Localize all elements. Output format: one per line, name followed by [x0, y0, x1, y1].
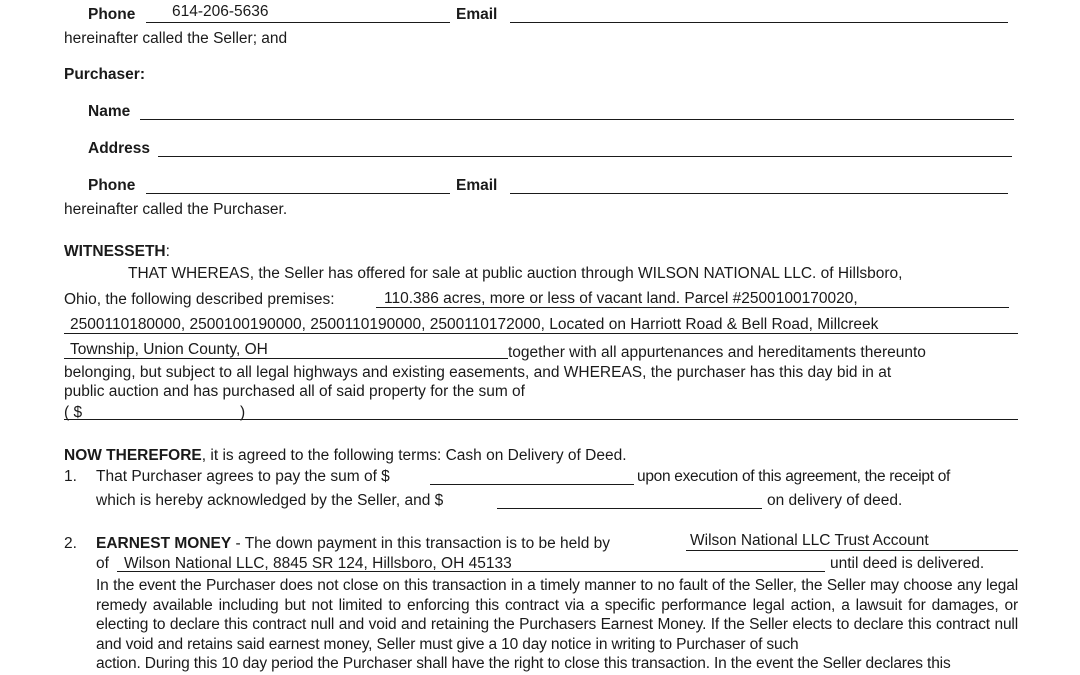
sum-close: )	[240, 404, 246, 421]
seller-email-label: Email	[456, 6, 498, 23]
witnesseth-colon: :	[165, 243, 170, 260]
witnesseth-heading-wrap	[64, 243, 170, 261]
purchaser-address-label: Address	[88, 140, 151, 157]
terms-heading-rest: , it is agreed to the following terms: Cash on Delivery of Deed.	[201, 447, 627, 464]
item2-number: 2.	[64, 535, 77, 552]
witnesseth-heading: WITNESSETH	[64, 243, 166, 260]
item1-amount1-line[interactable]	[430, 484, 634, 485]
witnesseth-line5: belonging, but subject to all legal highways and existing easements, and WHEREAS, the purchaser has this day bid in at	[64, 364, 892, 381]
seller-phone-field[interactable]: 614-206-5636	[172, 3, 269, 20]
item1-number: 1.	[64, 468, 77, 485]
purchaser-heading: Purchaser:	[64, 66, 145, 83]
purchaser-phone-label: Phone	[88, 177, 136, 194]
purchaser-name-line	[140, 119, 1014, 120]
premises-field-line1[interactable]: 110.386 acres, more or less of vacant land. Parcel #2500100170020,	[384, 290, 858, 307]
item1-line2-prefix: which is hereby acknowledged by the Seller, and $	[96, 492, 444, 509]
item2-holder-line	[686, 550, 1018, 551]
item1-line1-prefix: That Purchaser agrees to pay the sum of $	[96, 468, 390, 485]
item2-address-field[interactable]: Wilson National LLC, 8845 SR 124, Hillsboro, OH 45133	[124, 555, 512, 572]
purchaser-called-text: hereinafter called the Purchaser.	[64, 201, 288, 218]
purchaser-email-line	[510, 193, 1008, 194]
item2-until: until deed is delivered.	[830, 555, 985, 572]
item2-last-line: action. During this 10 day period the Purchaser shall have the right to close this transaction. In the event the Seller declares this	[96, 655, 951, 672]
item2-of: of	[96, 555, 109, 572]
purchaser-email-label: Email	[456, 177, 498, 194]
sum-line-rule[interactable]	[64, 419, 1018, 420]
witnesseth-line6: public auction and has purchased all of said property for the sum of	[64, 383, 525, 400]
seller-phone-line	[146, 22, 450, 23]
item2-line1: - The down payment in this transaction is to be held by	[231, 535, 611, 552]
purchaser-phone-line	[146, 193, 450, 194]
item1-line2-suffix: on delivery of deed.	[767, 492, 903, 509]
terms-heading-wrap	[64, 447, 627, 465]
seller-phone-label: Phone	[88, 6, 136, 23]
item2-holder-field[interactable]: Wilson National LLC Trust Account	[690, 532, 929, 549]
terms-heading: NOW THEREFORE	[64, 447, 202, 464]
item2-line1-wrap	[96, 535, 610, 553]
item1-amount2-line[interactable]	[497, 508, 762, 509]
purchaser-name-label: Name	[88, 103, 131, 120]
purchaser-address-line	[158, 156, 1012, 157]
witnesseth-line1: THAT WHEREAS, the Seller has offered for sale at public auction through WILSON NATIONAL LLC. of Hillsboro,	[128, 265, 903, 282]
seller-email-line	[510, 22, 1008, 23]
witnesseth-line2-prefix: Ohio, the following described premises:	[64, 291, 335, 308]
sum-open: ( $	[64, 404, 83, 421]
premises-field-line3[interactable]: Township, Union County, OH	[70, 341, 268, 358]
witnesseth-line4-suffix: together with all appurtenances and hereditaments thereunto	[508, 344, 926, 361]
item2-body: In the event the Purchaser does not close on this transaction in a timely manner to no fault of the Seller, the Seller may choose any legal remedy available including but not limited to enforcing this contract via a specific performance legal action, a lawsuit for damages, or electing to declare this contract null and void and retaining the Purchasers Earnest Money. If the Seller elects to declare this contract null and void and retains said earnest money, Seller must give a 10 day notice in writing to Purchaser of such	[96, 577, 1018, 653]
seller-called-text: hereinafter called the Seller; and	[64, 30, 288, 47]
item2-heading: EARNEST MONEY	[96, 535, 232, 552]
item1-line1-suffix: upon execution of this agreement, the receipt of	[637, 468, 951, 485]
premises-field-line2[interactable]: 2500110180000, 2500100190000, 2500110190000, 2500110172000, Located on Harriott Road & Bell Road, Millcreek	[70, 316, 879, 333]
